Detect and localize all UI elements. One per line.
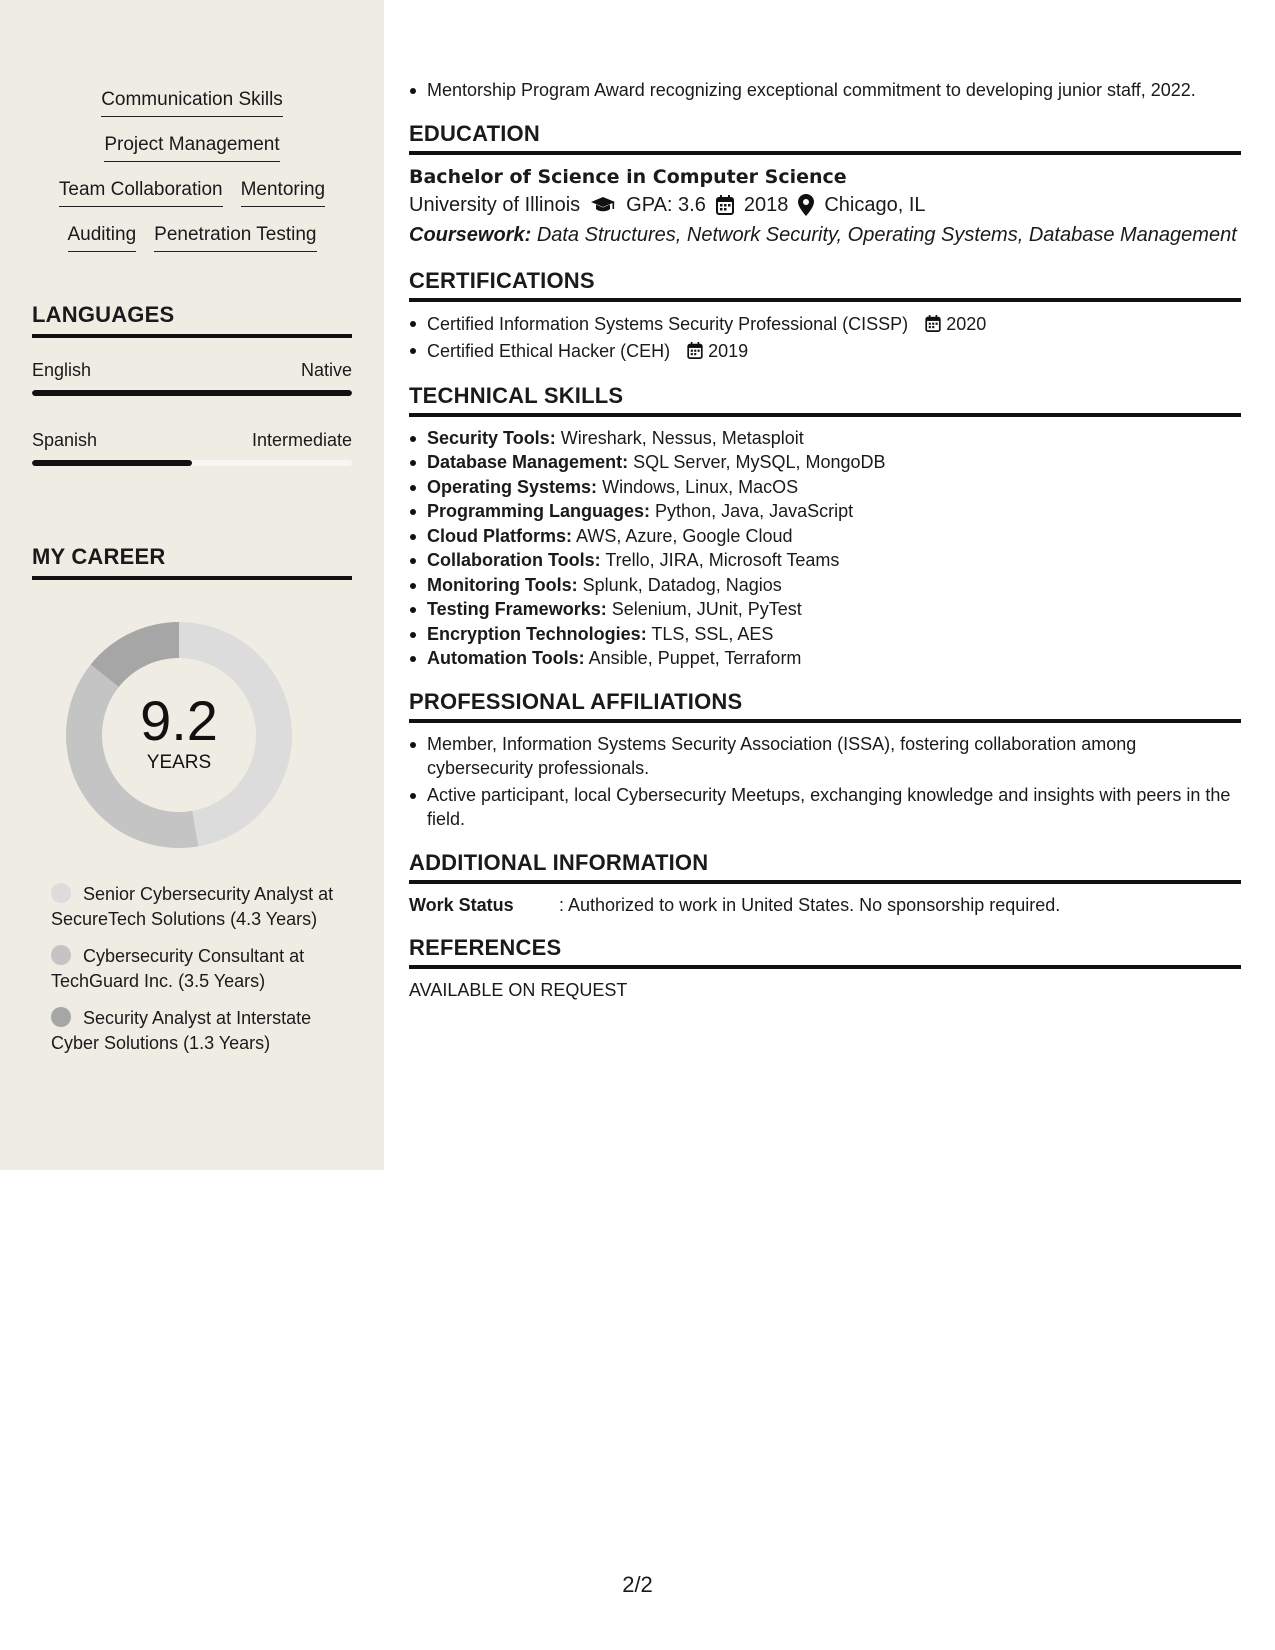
- award-list: [409, 78, 1241, 103]
- career-item: [51, 1006, 341, 1055]
- career-label: Senior Cybersecurity Analyst at SecureTech Solutions (4.3 Years): [51, 884, 334, 929]
- skill-category: Programming Languages:: [427, 501, 651, 521]
- coursework-label: Coursework:: [409, 223, 532, 246]
- calendar-icon: [687, 342, 703, 359]
- skill-category: Database Management:: [427, 452, 629, 472]
- education-gpa: GPA: 3.6: [626, 193, 706, 216]
- career-donut-center: [66, 622, 292, 848]
- skill-values: AWS, Azure, Google Cloud: [576, 525, 793, 546]
- technical-skill-item: [409, 499, 1241, 524]
- career-legend: [51, 882, 341, 1068]
- skill-tag: Communication Skills: [101, 84, 283, 117]
- certification-item: [409, 311, 1241, 338]
- affiliations-heading: PROFESSIONAL AFFILIATIONS: [409, 689, 1241, 723]
- education-degree: Bachelor of Science in Computer Science: [409, 165, 847, 188]
- technical-skill-item: [409, 548, 1241, 573]
- language-bar: [32, 390, 352, 396]
- education-location: Chicago, IL: [824, 193, 926, 216]
- skill-values: Trello, JIRA, Microsoft Teams: [605, 550, 840, 570]
- education-year: 2018: [743, 193, 789, 216]
- skill-values: Python, Java, JavaScript: [655, 501, 854, 521]
- calendar-icon: [925, 315, 941, 332]
- language-bar: [32, 460, 352, 466]
- technical-skill-item: [409, 426, 1241, 451]
- languages-heading: LANGUAGES: [32, 302, 352, 338]
- coursework-value: Data Structures, Network Security, Operating Systems, Database Management: [536, 223, 1237, 246]
- skill-tag: Auditing: [68, 219, 137, 252]
- technical-skill-item: [409, 646, 1241, 671]
- language-level: Native: [300, 360, 352, 380]
- career-total: 9.2: [140, 689, 218, 752]
- page-number: 2/2: [622, 1572, 653, 1597]
- language-spanish: [32, 428, 352, 466]
- education-heading: EDUCATION: [409, 121, 1241, 155]
- career-label: Security Analyst at Interstate Cyber Solutions (1.3 Years): [51, 1008, 312, 1053]
- skill-values: SQL Server, MySQL, MongoDB: [633, 452, 886, 472]
- skill-category: Cloud Platforms:: [427, 525, 573, 546]
- skill-tag: Project Management: [104, 129, 279, 162]
- skill-values: Ansible, Puppet, Terraform: [588, 648, 802, 668]
- certification-year: 2020: [946, 313, 987, 334]
- technical-skill-item: [409, 475, 1241, 500]
- main-content: [409, 78, 1241, 1002]
- legend-dot: [51, 945, 71, 965]
- certification-name: Certified Ethical Hacker (CEH): [427, 340, 671, 361]
- award-item: Mentorship Program Award recognizing exceptional commitment to developing junior staff, 2022.: [409, 78, 1241, 103]
- skill-category: Security Tools:: [427, 427, 556, 448]
- certification-name: Certified Information Systems Security Professional (CISSP): [427, 313, 909, 334]
- career-unit: YEARS: [146, 752, 212, 773]
- skill-row: [32, 174, 352, 219]
- technical-skill-item: [409, 573, 1241, 598]
- skill-row: [32, 219, 352, 264]
- skills-list: [32, 84, 352, 264]
- language-bar-fill: [32, 460, 192, 466]
- skill-row: [32, 84, 352, 129]
- legend-dot: [51, 883, 71, 903]
- affiliation-item: Member, Information Systems Security Association (ISSA), fostering collaboration among cybersecurity professionals.: [409, 732, 1241, 781]
- career-heading: MY CAREER: [32, 544, 352, 580]
- calendar-icon: [716, 195, 734, 215]
- affiliations-list: [409, 732, 1241, 832]
- references-heading: REFERENCES: [409, 935, 1241, 969]
- additional-info-heading: ADDITIONAL INFORMATION: [409, 850, 1241, 884]
- technical-skill-item: [409, 524, 1241, 549]
- sidebar: [0, 0, 384, 1170]
- career-item: [51, 882, 341, 931]
- technical-skill-item: [409, 597, 1241, 622]
- technical-skill-item: [409, 450, 1241, 475]
- skill-values: Windows, Linux, MacOS: [602, 476, 799, 497]
- skill-category: Monitoring Tools:: [427, 574, 578, 595]
- skill-values: Selenium, JUnit, PyTest: [611, 599, 802, 619]
- certifications-list: [409, 311, 1241, 365]
- skill-tag: Team Collaboration: [59, 174, 223, 207]
- references-text: AVAILABLE ON REQUEST: [409, 979, 628, 1000]
- skill-category: Encryption Technologies:: [427, 623, 647, 644]
- skill-values: Wireshark, Nessus, Metasploit: [560, 427, 804, 448]
- work-status-value: : Authorized to work in United States. No sponsorship required.: [559, 894, 1061, 915]
- certification-year: 2019: [708, 340, 749, 361]
- skill-category: Operating Systems:: [427, 476, 598, 497]
- map-pin-icon: [798, 194, 814, 216]
- legend-dot: [51, 1007, 71, 1027]
- career-label: Cybersecurity Consultant at TechGuard Inc. (3.5 Years): [51, 946, 305, 991]
- skill-category: Collaboration Tools:: [427, 550, 601, 570]
- language-bar-fill: [32, 390, 352, 396]
- education-coursework: [409, 220, 1241, 250]
- technical-skill-item: [409, 622, 1241, 647]
- language-level: Intermediate: [251, 430, 352, 450]
- skill-category: Automation Tools:: [427, 648, 585, 668]
- education-details: [409, 190, 1241, 220]
- language-english: [32, 358, 352, 396]
- certification-item: [409, 338, 1241, 365]
- skill-values: Splunk, Datadog, Nagios: [582, 574, 782, 595]
- certifications-heading: CERTIFICATIONS: [409, 268, 1241, 302]
- skill-values: TLS, SSL, AES: [651, 623, 774, 644]
- technical-skills-list: [409, 426, 1241, 671]
- technical-skills-heading: TECHNICAL SKILLS: [409, 383, 1241, 417]
- education-school: University of Illinois: [409, 193, 581, 216]
- work-status-row: [409, 893, 1241, 917]
- language-name: English: [32, 360, 92, 380]
- graduation-cap-icon: [590, 195, 616, 215]
- skill-row: [32, 129, 352, 174]
- work-status-label: Work Status: [409, 894, 514, 915]
- career-item: [51, 944, 341, 993]
- skill-category: Testing Frameworks:: [427, 599, 607, 619]
- skill-tag: Mentoring: [241, 174, 326, 207]
- affiliation-item: Active participant, local Cybersecurity Meetups, exchanging knowledge and insights with peers in the field.: [409, 783, 1241, 832]
- skill-tag: Penetration Testing: [154, 219, 316, 252]
- language-name: Spanish: [32, 430, 98, 450]
